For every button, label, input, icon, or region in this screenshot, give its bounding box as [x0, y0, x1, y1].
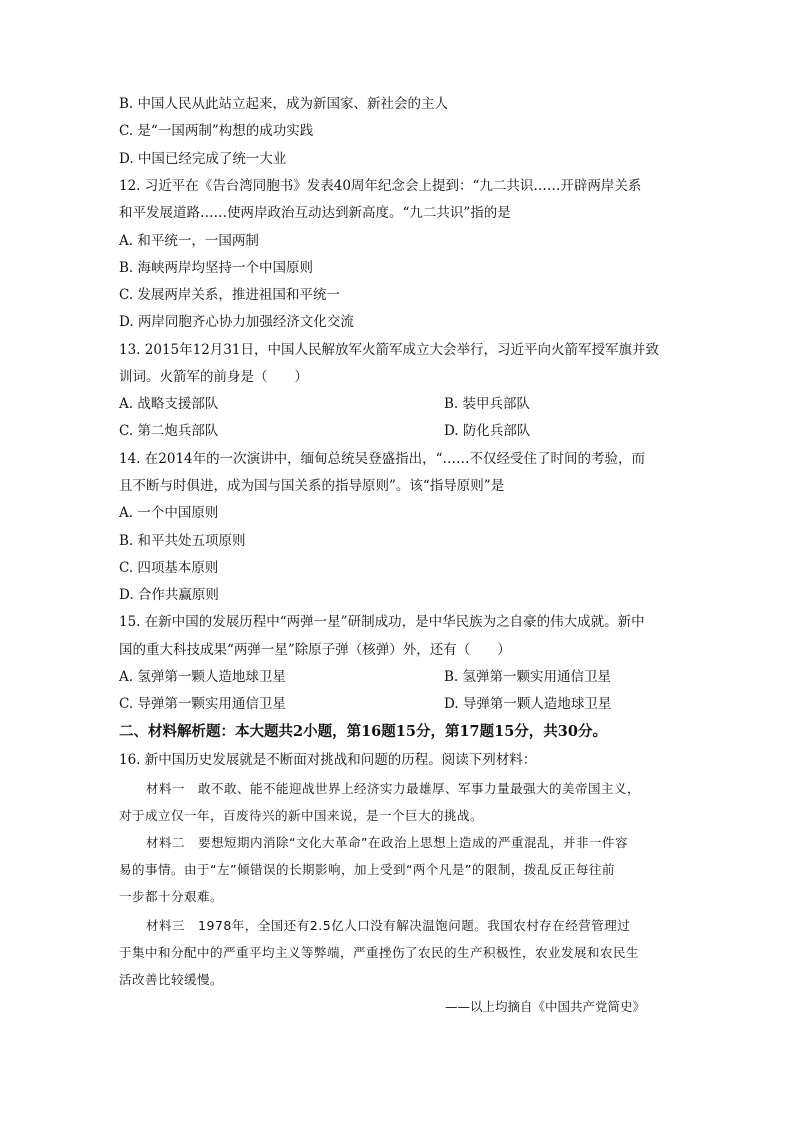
q13-option-a: A. 战略支援部队 [119, 396, 219, 412]
q11-option-d: D. 中国已经完成了统一大业 [119, 151, 287, 167]
q16-stem: 16. 新中国历史发展就是不断面对挑战和问题的历程。阅读下列材料： [119, 752, 537, 768]
q12-option-b: B. 海峡两岸均坚持一个中国原则 [119, 260, 314, 276]
q14-option-c: C. 四项基本原则 [119, 560, 219, 576]
material3-line3: 活改善比较缓慢。 [119, 972, 224, 987]
material2-line3: 一步都十分艰难。 [119, 889, 224, 904]
q15-option-d: D. 导弹第一颗人造地球卫星 [444, 696, 612, 712]
q12-option-c: C. 发展两岸关系，推进祖国和平统一 [119, 287, 340, 303]
q14-option-d: D. 合作共赢原则 [119, 587, 219, 603]
q11-option-c: C. 是“一国两制”构想的成功实践 [119, 123, 314, 139]
q14-option-b: B. 和平共处五项原则 [119, 533, 246, 549]
q14-stem-line1: 14. 在2014年的一次演讲中，缅甸总统吴登盛指出，“……不仅经受住了时间的考验，而 [119, 451, 646, 467]
q12-option-a: A. 和平统一，一国两制 [119, 233, 259, 249]
q13-stem-line1: 13. 2015年12月31日，中国人民解放军火箭军成立大会举行，习近平向火箭军授军旗并致 [119, 342, 659, 358]
q15-option-b: B. 氢弹第一颗实用通信卫星 [444, 669, 612, 685]
material2-line1: 材料二 要想短期内消除“文化大革命”在政治上思想上造成的严重混乱，并非一件容 [146, 835, 628, 850]
section2-heading: 二、材料解析题：本大题共2小题，第16题15分，第17题15分，共30分。 [119, 723, 607, 740]
q11-option-b: B. 中国人民从此站立起来，成为新国家、新社会的主人 [119, 96, 449, 112]
material-source: ——以上均摘自《中国共产党简史》 [445, 999, 646, 1014]
q13-option-c: C. 第二炮兵部队 [119, 423, 219, 439]
q15-option-a: A. 氢弹第一颗人造地球卫星 [119, 669, 286, 685]
q13-stem-line2: 训词。火箭军的前身是（ ） [119, 369, 308, 385]
material3-line1: 材料三 1978年，全国还有2.5亿人口没有解决温饱问题。我国农村存在经营管理过 [146, 918, 631, 933]
q12-option-d: D. 两岸同胞齐心协力加强经济文化交流 [119, 314, 354, 330]
q13-option-b: B. 装甲兵部队 [444, 396, 531, 412]
material1-line1: 材料一 敢不敢、能不能迎战世界上经济实力最雄厚、军事力量最强大的美帝国主义， [146, 781, 641, 796]
material2-line2: 易的事情。由于“左”倾错误的长期影响，加上受到“两个凡是”的限制，拨乱反正每往前 [119, 862, 615, 877]
q15-option-c: C. 导弹第一颗实用通信卫星 [119, 696, 286, 712]
q14-option-a: A. 一个中国原则 [119, 505, 219, 521]
q14-stem-line2: 且不断与时俱进，成为国与国关系的指导原则”。该“指导原则”是 [119, 478, 505, 494]
material1-line2: 对于成立仅一年，百废待兴的新中国来说，是一个巨大的挑战。 [119, 808, 484, 823]
q13-option-d: D. 防化兵部队 [444, 423, 531, 439]
q12-stem-line1: 12. 习近平在《告台湾同胞书》发表40周年纪念会上提到：“九二共识……开辟两岸关系 [119, 178, 642, 194]
q15-stem-line1: 15. 在新中国的发展历程中“两弹一星”研制成功，是中华民族为之自豪的伟大成就。新中 [119, 614, 645, 630]
q15-stem-line2: 国的重大科技成果“两弹一星”除原子弹（核弹）外，还有（ ） [119, 642, 511, 658]
q12-stem-line2: 和平发展道路……使两岸政治互动达到新高度。“九二共识”指的是 [119, 205, 511, 221]
material3-line2: 于集中和分配中的严重平均主义等弊端，严重挫伤了农民的生产积极性，农业发展和农民生 [119, 945, 640, 960]
